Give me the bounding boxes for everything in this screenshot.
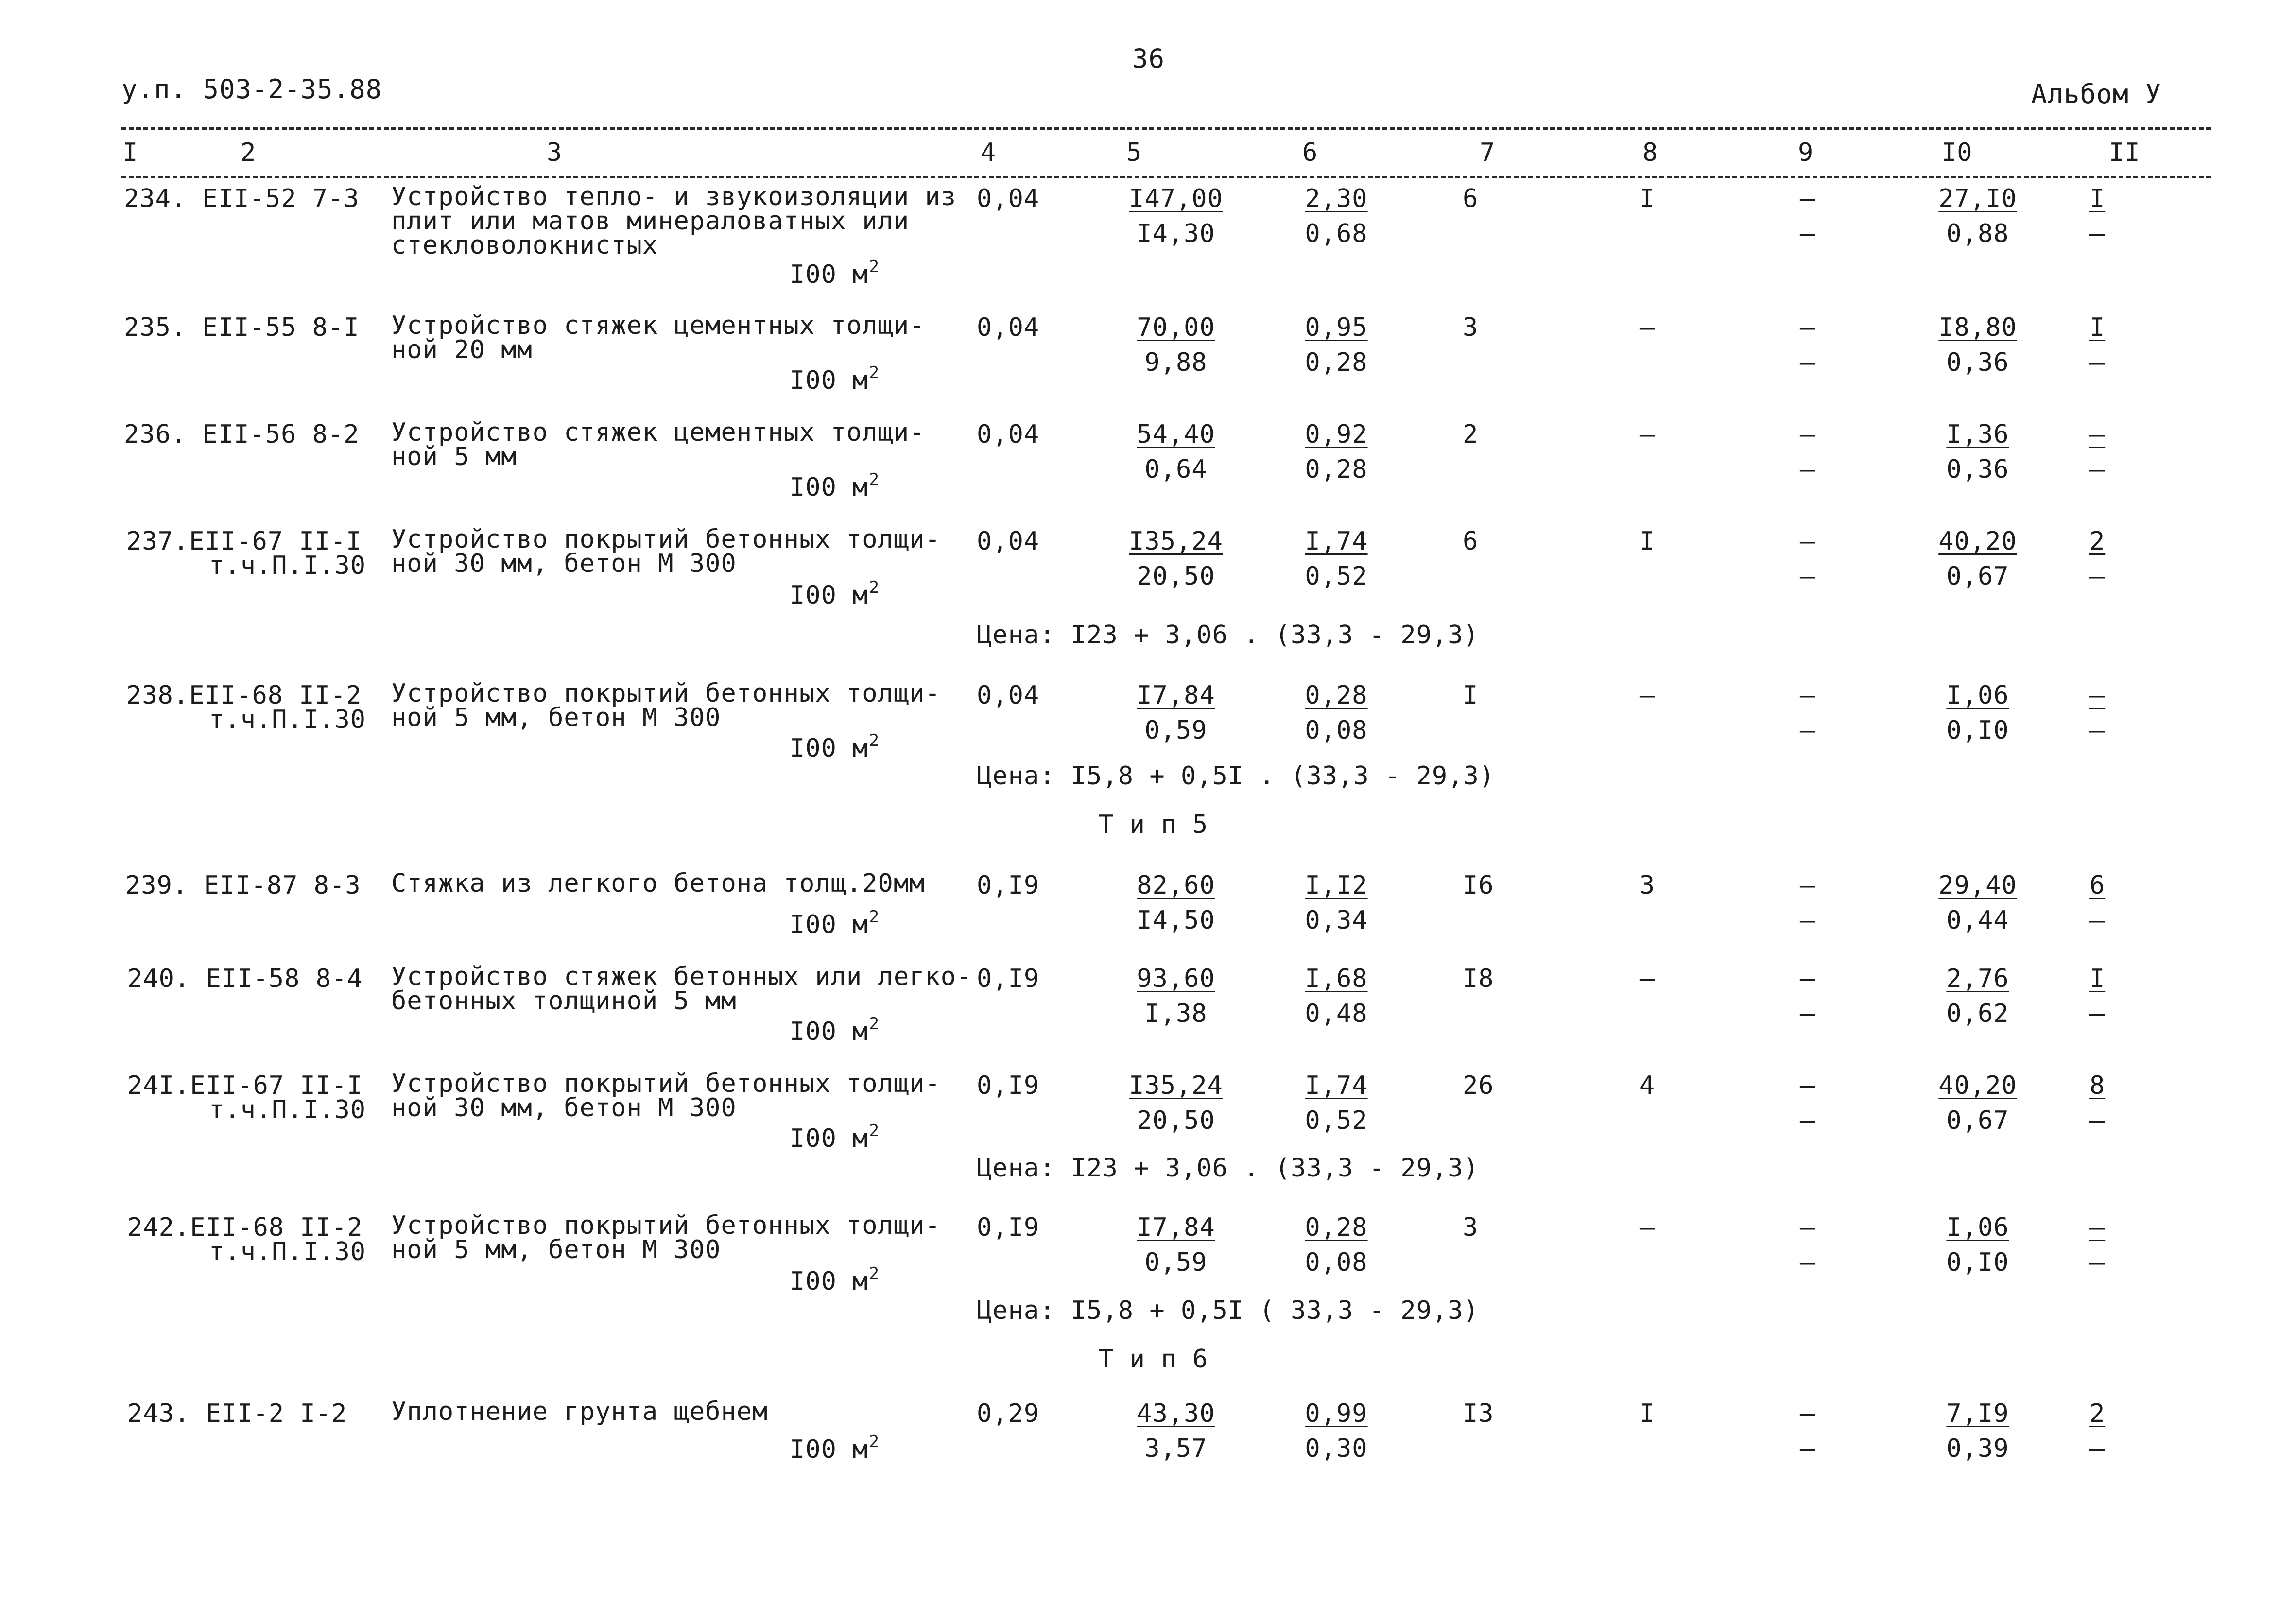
cell-c10-bottom: 0,44 (1946, 906, 2009, 935)
cell-c6-top: 0,95 (1305, 313, 1368, 342)
cell-c4: 0,04 (977, 681, 1040, 710)
cell-c5-top: 43,30 (1137, 1399, 1215, 1428)
cell-c7: 2 (1463, 420, 1479, 449)
row-unit: I00 $м^2$ (790, 1432, 880, 1464)
row-description: ной 5 мм (391, 442, 517, 471)
cell-c11-top: 6 (2089, 871, 2106, 900)
row-description: Устройство покрытий бетонных толщи- (391, 1069, 941, 1098)
row-code-secondary: т.ч.П.I.30 (209, 1095, 366, 1124)
cell-c5-bottom: 20,50 (1137, 562, 1215, 591)
cell-c7: 3 (1463, 313, 1479, 342)
cell-c9-top: – (1799, 184, 1816, 213)
cell-c6-top: 0,99 (1305, 1399, 1368, 1428)
cell-c11-top: 8 (2089, 1071, 2106, 1100)
column-header: 7 (1480, 138, 1496, 167)
cell-c9-top: – (1799, 527, 1816, 556)
cell-c6-bottom: 0,08 (1305, 716, 1368, 745)
cell-c5-bottom: I,38 (1144, 999, 1208, 1028)
row-code-secondary: т.ч.П.I.30 (209, 1237, 366, 1266)
row-code-secondary: т.ч.П.I.30 (209, 551, 366, 580)
row-unit: I00 $м^2$ (790, 731, 880, 763)
column-header: 6 (1302, 138, 1318, 167)
cell-c5-top: 93,60 (1137, 964, 1215, 993)
cell-c7: 3 (1463, 1213, 1479, 1242)
cell-c9-top: – (1799, 420, 1816, 449)
column-header: 2 (241, 138, 257, 167)
cell-c11-bottom: – (2089, 1248, 2106, 1277)
cell-c6-top: 2,30 (1305, 184, 1368, 213)
cell-c8: – (1639, 420, 1656, 449)
cell-c10-top: 29,40 (1938, 871, 2017, 900)
cell-c11-top: I (2089, 184, 2106, 213)
cell-c11-bottom: – (2089, 562, 2106, 591)
row-code: 24I.ЕII-67 II-I (127, 1071, 363, 1100)
cell-c5-bottom: 20,50 (1137, 1106, 1215, 1135)
cell-c10-top: I,06 (1946, 1213, 2009, 1242)
column-header: I (122, 138, 138, 167)
cell-c6-top: 0,28 (1305, 1213, 1368, 1242)
row-code: 235. ЕII-55 8-I (124, 313, 360, 342)
cell-c9-bottom: – (1799, 999, 1816, 1028)
cell-c11-bottom: – (2089, 999, 2106, 1028)
cell-c5-top: 54,40 (1137, 420, 1215, 449)
cell-c6-top: 0,92 (1305, 420, 1368, 449)
cell-c10-bottom: 0,62 (1946, 999, 2009, 1028)
cell-c9-bottom: – (1799, 906, 1816, 935)
cell-c9-bottom: – (1799, 1106, 1816, 1135)
cell-c11-bottom: – (2089, 716, 2106, 745)
cell-c10-top: 7,I9 (1946, 1399, 2009, 1428)
row-description: бетонных толщиной 5 мм (391, 986, 737, 1016)
column-header: 5 (1126, 138, 1142, 167)
row-code: 236. ЕII-56 8-2 (124, 420, 360, 449)
cell-c4: 0,I9 (977, 1213, 1040, 1242)
cell-c5-bottom: 0,64 (1144, 455, 1208, 484)
row-description: Устройство стяжек бетонных или легко- (391, 962, 972, 991)
cell-c11-top: – (2089, 420, 2106, 449)
cell-c8: – (1639, 1213, 1656, 1242)
price-formula: Цена: I5,8 + 0,5I ( 33,3 - 29,3) (977, 1296, 1479, 1325)
cell-c8: I (1639, 527, 1656, 556)
cell-c9-bottom: – (1799, 455, 1816, 484)
cell-c4: 0,04 (977, 313, 1040, 342)
cell-c10-top: 40,20 (1938, 527, 2017, 556)
cell-c6-bottom: 0,28 (1305, 455, 1368, 484)
type-heading: Т и п 5 (1098, 810, 1208, 839)
cell-c4: 0,29 (977, 1399, 1040, 1428)
cell-c10-top: I,06 (1946, 681, 2009, 710)
column-header: II (2109, 138, 2141, 167)
cell-c10-bottom: 0,36 (1946, 348, 2009, 377)
row-code: 240. ЕII-58 8-4 (127, 964, 363, 993)
row-unit: I00 $м^2$ (790, 907, 880, 939)
cell-c5-top: I7,84 (1137, 681, 1215, 710)
row-unit: I00 $м^2$ (790, 1014, 880, 1046)
cell-c7: 6 (1463, 184, 1479, 213)
cell-c10-bottom: 0,88 (1946, 219, 2009, 248)
cell-c6-bottom: 0,52 (1305, 562, 1368, 591)
cell-c6-bottom: 0,34 (1305, 906, 1368, 935)
cell-c10-bottom: 0,67 (1946, 1106, 2009, 1135)
row-description: Устройство покрытий бетонных толщи- (391, 1211, 941, 1240)
row-description: ной 5 мм, бетон М 300 (391, 1235, 721, 1264)
column-header: 8 (1642, 138, 1658, 167)
cell-c11-bottom: – (2089, 1434, 2106, 1463)
cell-c10-bottom: 0,36 (1946, 455, 2009, 484)
cell-c9-bottom: – (1799, 219, 1816, 248)
cell-c7: I8 (1463, 964, 1494, 993)
cell-c5-top: I47,00 (1129, 184, 1223, 213)
row-description: Устройство стяжек цементных толщи- (391, 311, 925, 340)
cell-c9-top: – (1799, 964, 1816, 993)
cell-c11-bottom: – (2089, 1106, 2106, 1135)
cell-c5-bottom: 3,57 (1144, 1434, 1208, 1463)
column-header: 3 (547, 138, 563, 167)
cell-c9-bottom: – (1799, 1248, 1816, 1277)
row-description: Уплотнение грунта щебнем (391, 1397, 768, 1426)
row-code-secondary: т.ч.П.I.30 (209, 705, 366, 734)
row-code: 242.ЕII-68 II-2 (127, 1213, 363, 1242)
cell-c11-bottom: – (2089, 219, 2106, 248)
cell-c5-bottom: 9,88 (1144, 348, 1208, 377)
cell-c7: I6 (1463, 871, 1494, 900)
cell-c5-bottom: 0,59 (1144, 716, 1208, 745)
cell-c10-top: I,36 (1946, 420, 2009, 449)
row-unit: I00 $м^2$ (790, 1264, 880, 1296)
cell-c6-top: I,I2 (1305, 871, 1368, 900)
column-header: 4 (981, 138, 997, 167)
cell-c7: I3 (1463, 1399, 1494, 1428)
cell-c4: 0,04 (977, 184, 1040, 213)
row-unit: I00 $м^2$ (790, 363, 880, 395)
cell-c6-bottom: 0,28 (1305, 348, 1368, 377)
cell-c11-top: – (2089, 1213, 2106, 1242)
cell-c11-top: I (2089, 964, 2106, 993)
price-formula: Цена: I5,8 + 0,5I . (33,3 - 29,3) (977, 761, 1495, 791)
header-rule-top (121, 127, 2211, 130)
cell-c7: 6 (1463, 527, 1479, 556)
row-code: 237.ЕII-67 II-I (126, 527, 362, 556)
cell-c5-bottom: I4,30 (1137, 219, 1215, 248)
cell-c10-top: 27,I0 (1938, 184, 2017, 213)
column-header: 9 (1798, 138, 1814, 167)
row-description: стекловолокнистых (391, 231, 658, 260)
cell-c8: – (1639, 964, 1656, 993)
column-header: I0 (1941, 138, 1973, 167)
cell-c10-bottom: 0,67 (1946, 562, 2009, 591)
cell-c8: I (1639, 184, 1656, 213)
header-rule-bottom (121, 176, 2211, 178)
cell-c5-top: I35,24 (1129, 527, 1223, 556)
cell-c9-bottom: – (1799, 716, 1816, 745)
cell-c9-bottom: – (1799, 1434, 1816, 1463)
cell-c11-bottom: – (2089, 906, 2106, 935)
cell-c8: I (1639, 1399, 1656, 1428)
row-description: Устройство покрытий бетонных толщи- (391, 525, 941, 554)
cell-c6-top: I,74 (1305, 527, 1368, 556)
row-description: плит или матов минераловатных или (391, 207, 910, 236)
cell-c11-bottom: – (2089, 455, 2106, 484)
row-code: 234. ЕII-52 7-3 (124, 184, 360, 213)
cell-c6-bottom: 0,48 (1305, 999, 1368, 1028)
cell-c11-top: 2 (2089, 527, 2106, 556)
cell-c9-top: – (1799, 1071, 1816, 1100)
cell-c4: 0,I9 (977, 871, 1040, 900)
row-unit: I00 $м^2$ (790, 470, 880, 502)
cell-c9-top: – (1799, 871, 1816, 900)
row-code: 243. ЕII-2 I-2 (127, 1399, 347, 1428)
cell-c6-bottom: 0,08 (1305, 1248, 1368, 1277)
cell-c10-bottom: 0,I0 (1946, 1248, 2009, 1277)
row-description: Устройство покрытий бетонных толщи- (391, 679, 941, 708)
price-formula: Цена: I23 + 3,06 . (33,3 - 29,3) (977, 1154, 1479, 1183)
type-heading: Т и п 6 (1098, 1345, 1208, 1374)
row-description: ной 30 мм, бетон М 300 (391, 549, 737, 578)
cell-c5-top: I7,84 (1137, 1213, 1215, 1242)
cell-c8: 3 (1639, 871, 1656, 900)
row-code: 239. ЕII-87 8-3 (125, 871, 361, 900)
cell-c9-top: – (1799, 681, 1816, 710)
row-code: 238.ЕII-68 II-2 (126, 681, 362, 710)
cell-c8: – (1639, 313, 1656, 342)
row-unit: I00 $м^2$ (790, 1121, 880, 1153)
cell-c4: 0,I9 (977, 964, 1040, 993)
price-formula: Цена: I23 + 3,06 . (33,3 - 29,3) (977, 621, 1479, 650)
row-description: ной 30 мм, бетон М 300 (391, 1093, 737, 1123)
row-description: Стяжка из легкого бетона толщ.20мм (391, 869, 925, 898)
cell-c4: 0,I9 (977, 1071, 1040, 1100)
cell-c11-bottom: – (2089, 348, 2106, 377)
cell-c8: – (1639, 681, 1656, 710)
cell-c5-top: I35,24 (1129, 1071, 1223, 1100)
cell-c7: 26 (1463, 1071, 1494, 1100)
cell-c6-bottom: 0,52 (1305, 1106, 1368, 1135)
cell-c11-top: – (2089, 681, 2106, 710)
row-description: Устройство тепло- и звукоизоляции из (391, 182, 957, 211)
cell-c10-bottom: 0,39 (1946, 1434, 2009, 1463)
cell-c5-bottom: I4,50 (1137, 906, 1215, 935)
row-description: ной 5 мм, бетон М 300 (391, 703, 721, 732)
page-number: 36 (1132, 43, 1165, 74)
cell-c7: I (1463, 681, 1479, 710)
cell-c9-bottom: – (1799, 562, 1816, 591)
cell-c5-top: 82,60 (1137, 871, 1215, 900)
cell-c9-top: – (1799, 1399, 1816, 1428)
cell-c6-top: I,68 (1305, 964, 1368, 993)
cell-c5-bottom: 0,59 (1144, 1248, 1208, 1277)
cell-c6-top: I,74 (1305, 1071, 1368, 1100)
cell-c6-top: 0,28 (1305, 681, 1368, 710)
row-description: Устройство стяжек цементных толщи- (391, 418, 925, 447)
cell-c10-top: 2,76 (1946, 964, 2009, 993)
cell-c9-top: – (1799, 313, 1816, 342)
row-description: ной 20 мм (391, 335, 533, 364)
row-unit: I00 $м^2$ (790, 257, 880, 289)
cell-c6-bottom: 0,68 (1305, 219, 1368, 248)
cell-c11-top: 2 (2089, 1399, 2106, 1428)
cell-c10-top: 40,20 (1938, 1071, 2017, 1100)
cell-c10-top: I8,80 (1938, 313, 2017, 342)
cell-c9-top: – (1799, 1213, 1816, 1242)
document-code: у.п. 503-2-35.88 (121, 74, 382, 104)
cell-c8: 4 (1639, 1071, 1656, 1100)
cell-c10-bottom: 0,I0 (1946, 716, 2009, 745)
cell-c9-bottom: – (1799, 348, 1816, 377)
cell-c11-top: I (2089, 313, 2106, 342)
row-unit: I00 $м^2$ (790, 578, 880, 610)
cell-c6-bottom: 0,30 (1305, 1434, 1368, 1463)
album-label: Альбом У (2031, 79, 2162, 109)
cell-c4: 0,04 (977, 527, 1040, 556)
cell-c4: 0,04 (977, 420, 1040, 449)
cell-c5-top: 70,00 (1137, 313, 1215, 342)
